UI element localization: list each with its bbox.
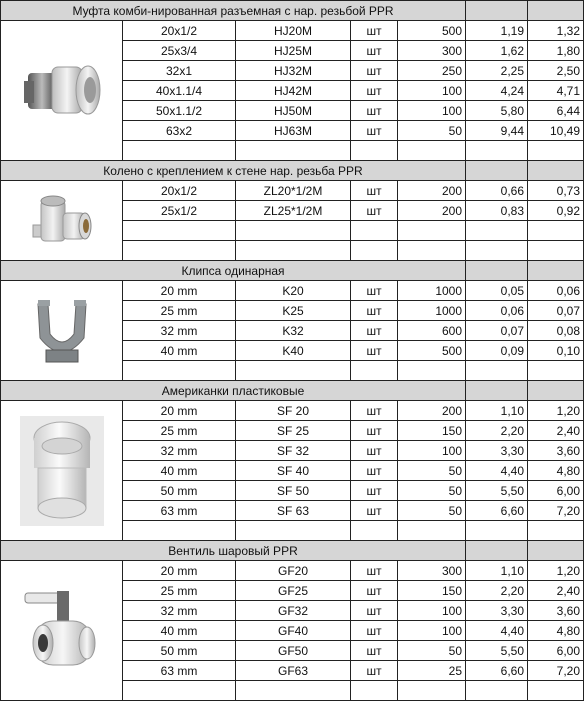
code-cell: K25: [236, 301, 351, 321]
code-cell: ZL20*1/2M: [236, 181, 351, 201]
size-cell: 40 mm: [123, 341, 236, 361]
empty-cell: [123, 681, 236, 701]
unit-cell: шт: [351, 301, 398, 321]
empty-cell: [123, 221, 236, 241]
code-cell: SF 50: [236, 481, 351, 501]
size-cell: 25x1/2: [123, 201, 236, 221]
size-cell: 32 mm: [123, 321, 236, 341]
empty-cell: [398, 521, 466, 541]
quantity-cell: 100: [398, 81, 466, 101]
empty-cell: [351, 241, 398, 261]
size-cell: 32x1: [123, 61, 236, 81]
price-cell: 0,73: [528, 181, 584, 201]
header-empty-cell: [528, 161, 584, 181]
code-cell: GF25: [236, 581, 351, 601]
price-cell: 10,49: [528, 121, 584, 141]
product-image-cell: [1, 281, 123, 381]
empty-cell: [351, 361, 398, 381]
quantity-cell: 500: [398, 341, 466, 361]
empty-cell: [236, 141, 351, 161]
empty-cell: [351, 221, 398, 241]
header-empty-cell: [528, 381, 584, 401]
code-cell: SF 32: [236, 441, 351, 461]
code-cell: HJ20M: [236, 21, 351, 41]
product-image-cell: [1, 561, 123, 701]
price-cell: 0,07: [528, 301, 584, 321]
code-cell: GF63: [236, 661, 351, 681]
empty-cell: [528, 521, 584, 541]
price-cell: 0,09: [466, 341, 528, 361]
unit-cell: шт: [351, 621, 398, 641]
price-cell: 0,06: [466, 301, 528, 321]
empty-cell: [351, 681, 398, 701]
unit-cell: шт: [351, 181, 398, 201]
empty-cell: [398, 361, 466, 381]
unit-cell: шт: [351, 341, 398, 361]
unit-cell: шт: [351, 641, 398, 661]
header-empty-cell: [466, 261, 528, 281]
section-header-row: [1, 381, 584, 401]
code-cell: GF20: [236, 561, 351, 581]
empty-cell: [398, 241, 466, 261]
size-cell: 20x1/2: [123, 181, 236, 201]
quantity-cell: 150: [398, 581, 466, 601]
price-cell: 2,50: [528, 61, 584, 81]
code-cell: SF 63: [236, 501, 351, 521]
size-cell: 63 mm: [123, 661, 236, 681]
price-cell: 0,83: [466, 201, 528, 221]
price-cell: 2,20: [466, 581, 528, 601]
quantity-cell: 50: [398, 481, 466, 501]
unit-cell: шт: [351, 401, 398, 421]
size-cell: 32 mm: [123, 601, 236, 621]
header-empty-cell: [466, 541, 528, 561]
quantity-cell: 50: [398, 461, 466, 481]
product-image-cell: [1, 21, 123, 161]
empty-cell: [528, 361, 584, 381]
price-cell: 0,10: [528, 341, 584, 361]
table-row: [1, 181, 584, 201]
code-cell: SF 20: [236, 401, 351, 421]
quantity-cell: 200: [398, 401, 466, 421]
quantity-cell: 200: [398, 181, 466, 201]
header-empty-cell: [528, 541, 584, 561]
price-cell: 4,71: [528, 81, 584, 101]
empty-cell: [351, 141, 398, 161]
price-cell: 0,08: [528, 321, 584, 341]
price-cell: 0,92: [528, 201, 584, 221]
size-cell: 25 mm: [123, 581, 236, 601]
size-cell: 40x1.1/4: [123, 81, 236, 101]
product-image-cell: [1, 401, 123, 541]
size-cell: 25x3/4: [123, 41, 236, 61]
code-cell: K40: [236, 341, 351, 361]
price-cell: 2,25: [466, 61, 528, 81]
unit-cell: шт: [351, 421, 398, 441]
empty-cell: [123, 361, 236, 381]
price-cell: 6,00: [528, 641, 584, 661]
unit-cell: шт: [351, 21, 398, 41]
empty-cell: [398, 141, 466, 161]
unit-cell: шт: [351, 321, 398, 341]
table-row: [1, 21, 584, 41]
quantity-cell: 250: [398, 61, 466, 81]
wall-elbow-photo: [4, 189, 119, 253]
price-cell: 6,60: [466, 661, 528, 681]
quantity-cell: 100: [398, 601, 466, 621]
price-cell: 0,06: [528, 281, 584, 301]
price-cell: 1,10: [466, 561, 528, 581]
unit-cell: шт: [351, 501, 398, 521]
empty-cell: [236, 241, 351, 261]
code-cell: GF40: [236, 621, 351, 641]
quantity-cell: 300: [398, 41, 466, 61]
price-cell: 3,30: [466, 441, 528, 461]
empty-cell: [466, 221, 528, 241]
unit-cell: шт: [351, 441, 398, 461]
combined-coupling-photo: [4, 51, 119, 131]
size-cell: 50x1.1/2: [123, 101, 236, 121]
unit-cell: шт: [351, 201, 398, 221]
empty-cell: [528, 241, 584, 261]
price-cell: 3,60: [528, 441, 584, 461]
plastic-union-photo: [4, 416, 119, 526]
code-cell: HJ25M: [236, 41, 351, 61]
section-title: Клипса одинарная: [1, 261, 466, 281]
price-cell: 1,19: [466, 21, 528, 41]
price-cell: 3,30: [466, 601, 528, 621]
price-cell: 5,50: [466, 481, 528, 501]
quantity-cell: 50: [398, 121, 466, 141]
empty-cell: [528, 681, 584, 701]
size-cell: 25 mm: [123, 301, 236, 321]
empty-cell: [236, 681, 351, 701]
size-cell: 50 mm: [123, 641, 236, 661]
unit-cell: шт: [351, 481, 398, 501]
unit-cell: шт: [351, 101, 398, 121]
price-cell: 4,24: [466, 81, 528, 101]
price-cell: 4,80: [528, 461, 584, 481]
code-cell: ZL25*1/2M: [236, 201, 351, 221]
price-cell: 4,40: [466, 621, 528, 641]
table-row: [1, 281, 584, 301]
empty-cell: [398, 221, 466, 241]
code-cell: HJ32M: [236, 61, 351, 81]
price-cell: 6,44: [528, 101, 584, 121]
quantity-cell: 1000: [398, 301, 466, 321]
empty-cell: [528, 221, 584, 241]
code-cell: HJ50M: [236, 101, 351, 121]
size-cell: 50 mm: [123, 481, 236, 501]
size-cell: 20 mm: [123, 561, 236, 581]
code-cell: SF 25: [236, 421, 351, 441]
empty-cell: [528, 141, 584, 161]
size-cell: 20x1/2: [123, 21, 236, 41]
price-cell: 6,60: [466, 501, 528, 521]
quantity-cell: 600: [398, 321, 466, 341]
ball-valve-photo: [4, 571, 119, 691]
unit-cell: шт: [351, 461, 398, 481]
quantity-cell: 100: [398, 441, 466, 461]
price-cell: 2,40: [528, 421, 584, 441]
header-empty-cell: [466, 161, 528, 181]
size-cell: 25 mm: [123, 421, 236, 441]
code-cell: GF32: [236, 601, 351, 621]
section-title: Вентиль шаровый PPR: [1, 541, 466, 561]
pipe-clip-photo: [4, 294, 119, 368]
unit-cell: шт: [351, 661, 398, 681]
price-cell: 5,50: [466, 641, 528, 661]
price-cell: 1,10: [466, 401, 528, 421]
price-cell: 0,66: [466, 181, 528, 201]
empty-cell: [236, 521, 351, 541]
unit-cell: шт: [351, 61, 398, 81]
price-cell: 5,80: [466, 101, 528, 121]
price-cell: 7,20: [528, 501, 584, 521]
size-cell: 63x2: [123, 121, 236, 141]
empty-cell: [236, 221, 351, 241]
section-header-row: [1, 1, 584, 21]
price-cell: 1,20: [528, 401, 584, 421]
unit-cell: шт: [351, 561, 398, 581]
quantity-cell: 50: [398, 501, 466, 521]
quantity-cell: 100: [398, 621, 466, 641]
section-header-row: [1, 161, 584, 181]
unit-cell: шт: [351, 581, 398, 601]
empty-cell: [466, 361, 528, 381]
price-cell: 1,32: [528, 21, 584, 41]
quantity-cell: 1000: [398, 281, 466, 301]
header-empty-cell: [528, 261, 584, 281]
size-cell: 32 mm: [123, 441, 236, 461]
size-cell: 20 mm: [123, 281, 236, 301]
code-cell: SF 40: [236, 461, 351, 481]
code-cell: HJ42M: [236, 81, 351, 101]
header-empty-cell: [466, 1, 528, 21]
size-cell: 40 mm: [123, 621, 236, 641]
quantity-cell: 150: [398, 421, 466, 441]
section-header-row: [1, 541, 584, 561]
price-cell: 3,60: [528, 601, 584, 621]
code-cell: K20: [236, 281, 351, 301]
unit-cell: шт: [351, 121, 398, 141]
code-cell: GF50: [236, 641, 351, 661]
header-empty-cell: [528, 1, 584, 21]
price-cell: 2,40: [528, 581, 584, 601]
unit-cell: шт: [351, 81, 398, 101]
empty-cell: [466, 241, 528, 261]
price-cell: 4,40: [466, 461, 528, 481]
quantity-cell: 500: [398, 21, 466, 41]
section-title: Колено с креплением к стене нар. резьба PPR: [1, 161, 466, 181]
unit-cell: шт: [351, 41, 398, 61]
header-empty-cell: [466, 381, 528, 401]
code-cell: HJ63M: [236, 121, 351, 141]
price-cell: 1,62: [466, 41, 528, 61]
empty-cell: [123, 521, 236, 541]
price-cell: 2,20: [466, 421, 528, 441]
quantity-cell: 50: [398, 641, 466, 661]
empty-cell: [123, 241, 236, 261]
price-cell: 7,20: [528, 661, 584, 681]
quantity-cell: 25: [398, 661, 466, 681]
empty-cell: [466, 681, 528, 701]
quantity-cell: 200: [398, 201, 466, 221]
empty-cell: [466, 521, 528, 541]
empty-cell: [351, 521, 398, 541]
table-row: [1, 401, 584, 421]
price-cell: 9,44: [466, 121, 528, 141]
price-cell: 4,80: [528, 621, 584, 641]
price-cell: 0,05: [466, 281, 528, 301]
section-title: Американки пластиковые: [1, 381, 466, 401]
section-title: Муфта комби-нированная разъемная с нар. резьбой PPR: [1, 1, 466, 21]
section-header-row: [1, 261, 584, 281]
product-image-cell: [1, 181, 123, 261]
price-cell: 1,20: [528, 561, 584, 581]
table-row: [1, 561, 584, 581]
quantity-cell: 100: [398, 101, 466, 121]
code-cell: K32: [236, 321, 351, 341]
size-cell: 20 mm: [123, 401, 236, 421]
empty-cell: [236, 361, 351, 381]
unit-cell: шт: [351, 281, 398, 301]
empty-cell: [123, 141, 236, 161]
empty-cell: [398, 681, 466, 701]
price-cell: 0,07: [466, 321, 528, 341]
price-cell: 1,80: [528, 41, 584, 61]
price-cell: 6,00: [528, 481, 584, 501]
empty-cell: [466, 141, 528, 161]
unit-cell: шт: [351, 601, 398, 621]
size-cell: 40 mm: [123, 461, 236, 481]
size-cell: 63 mm: [123, 501, 236, 521]
quantity-cell: 300: [398, 561, 466, 581]
